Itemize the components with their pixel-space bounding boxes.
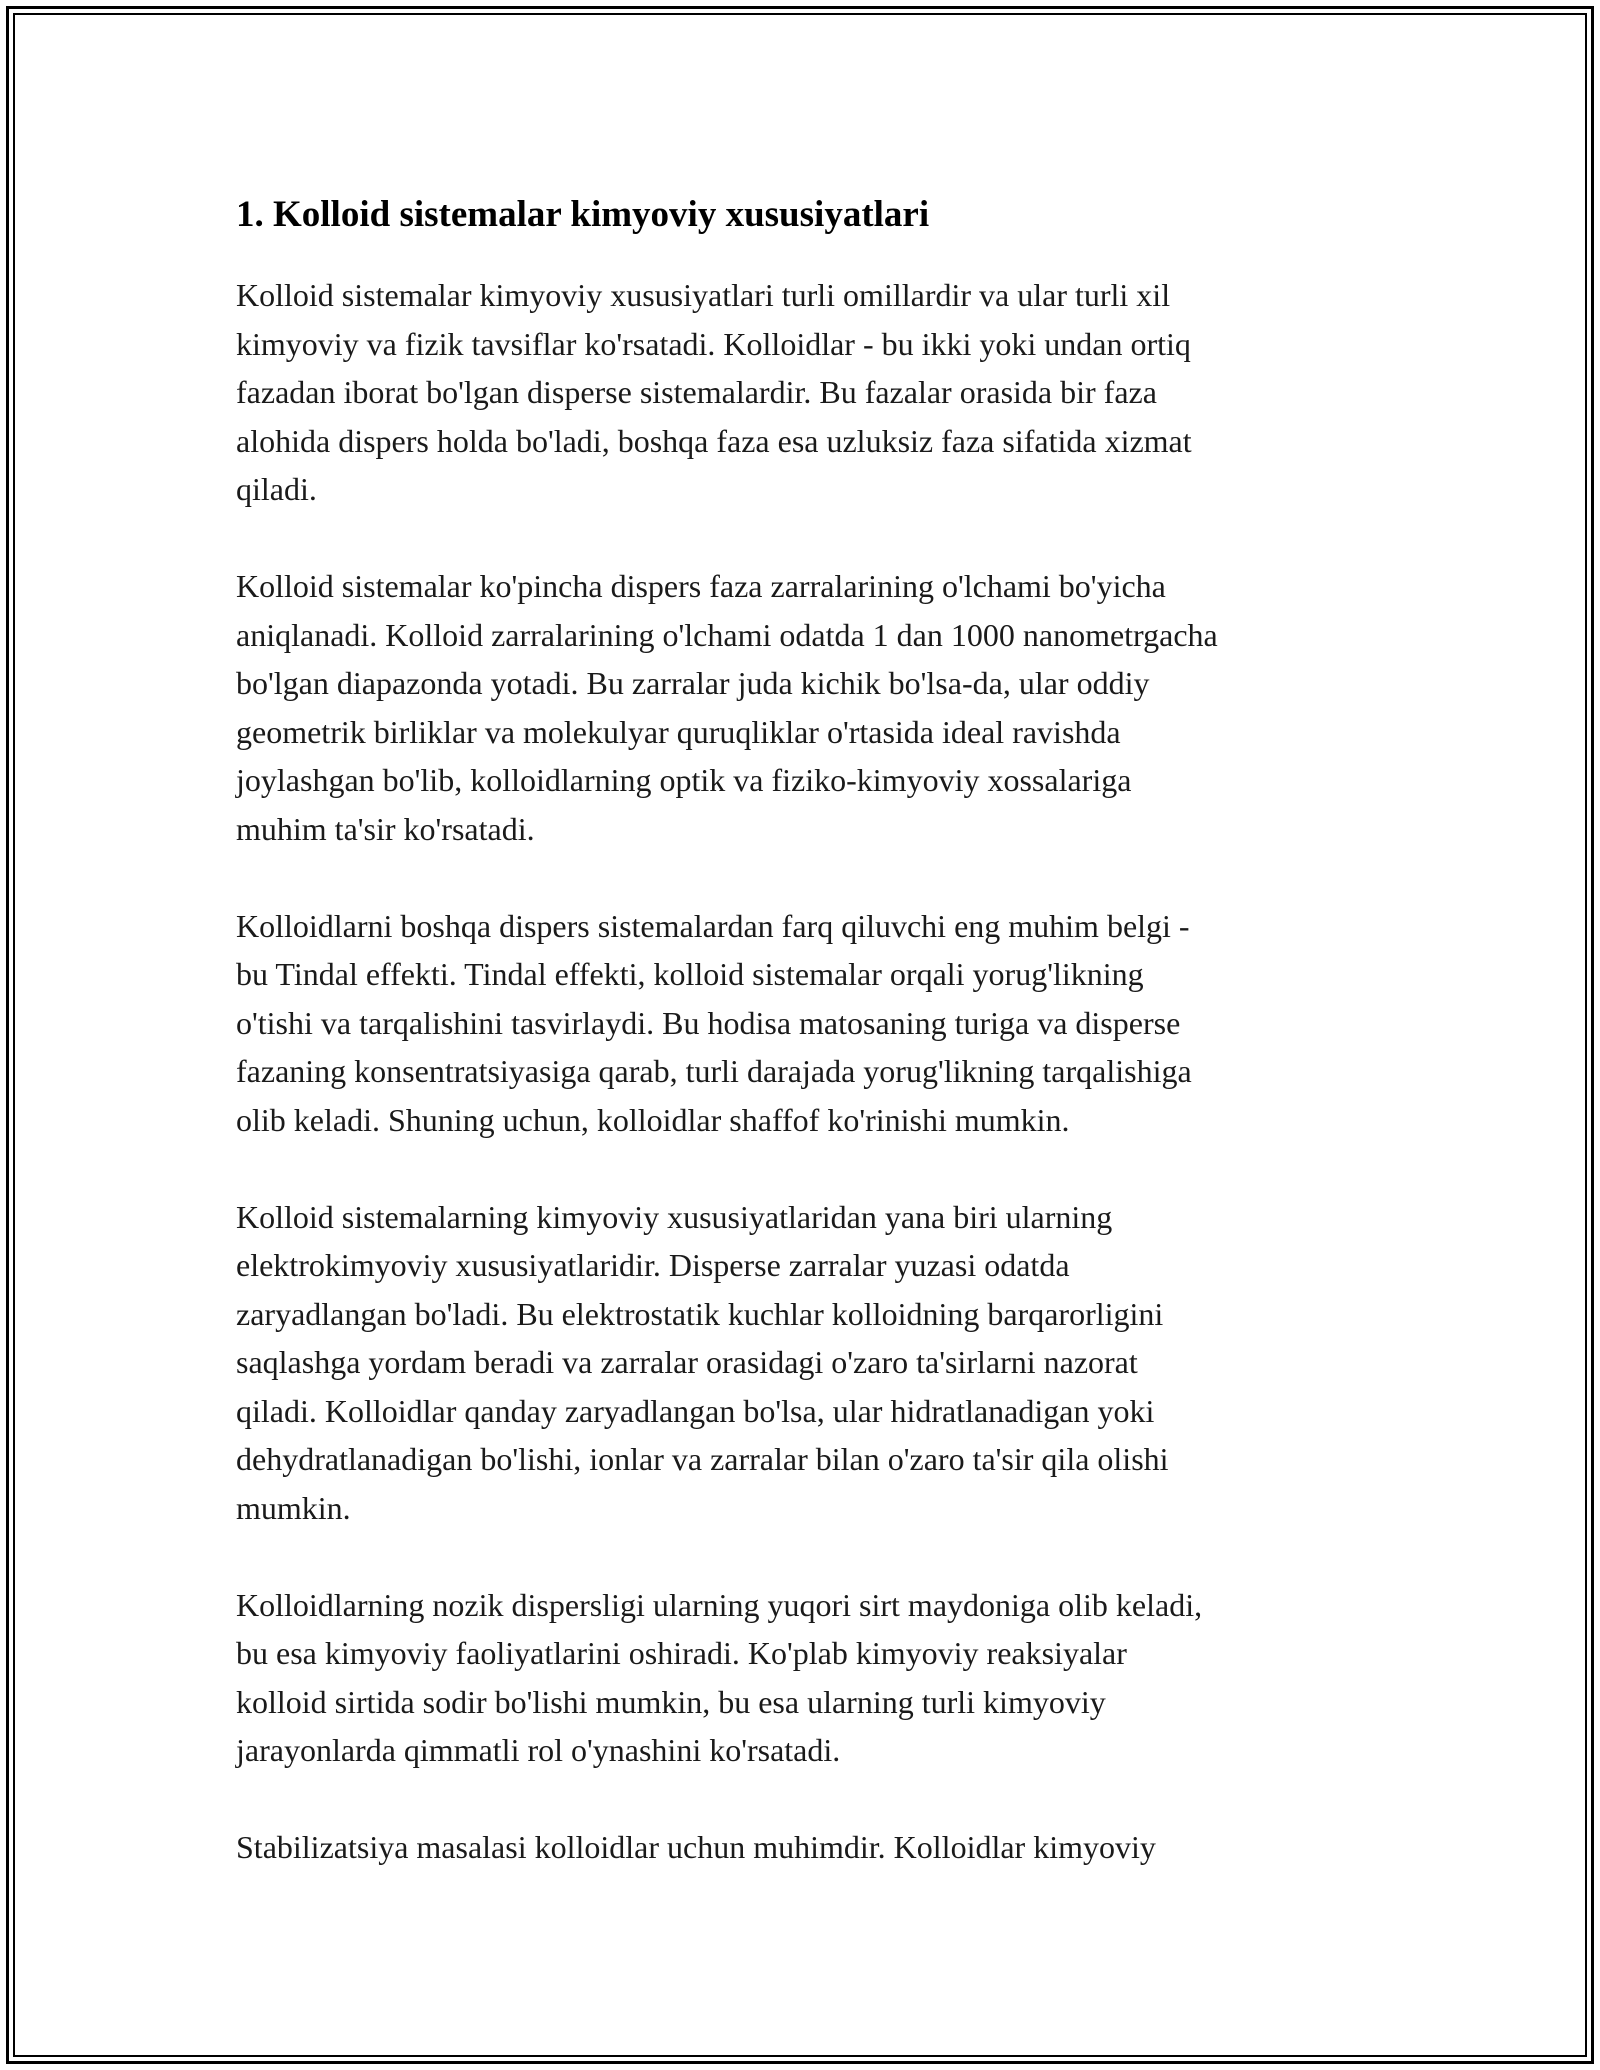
paragraph-3-line: bu Tindal effekti. Tindal effekti, kolloid sistemalar orqali yorug'likning <box>236 956 1144 992</box>
paragraph-4-line: dehydratlanadigan bo'lishi, ionlar va zarralar bilan o'zaro ta'sir qila olishi <box>236 1441 1169 1477</box>
paragraph-5-line: jarayonlarda qimmatli rol o'ynashini ko'rsatadi. <box>236 1732 841 1768</box>
paragraph-2-line: muhim ta'sir ko'rsatadi. <box>236 810 535 847</box>
paragraph-1 <box>236 271 1376 514</box>
paragraph-5-line: kolloid sirtida sodir bo'lishi mumkin, bu esa ularning turli kimyoviy <box>236 1683 1106 1720</box>
paragraph-6 <box>236 1823 1376 1872</box>
paragraph-1-line: alohida dispers holda bo'ladi, boshqa faza esa uzluksiz faza sifatida xizmat <box>236 422 1192 459</box>
paragraph-1-line: fazadan iborat bo'lgan disperse sistemalardir. Bu fazalar orasida bir faza <box>236 374 1157 410</box>
paragraph-4-line: mumkin. <box>236 1489 351 1526</box>
paragraph-2-line: geometrik birliklar va molekulyar quruqliklar o'rtasida ideal ravishda <box>236 713 1121 750</box>
paragraph-2-line: Kolloid sistemalar ko'pincha dispers faza zarralarining o'lchami bo'yicha <box>236 568 1166 604</box>
paragraph-4-line: Kolloid sistemalarning kimyoviy xususiyatlaridan yana biri ularning <box>236 1198 1113 1235</box>
document-body <box>236 186 1376 1920</box>
paragraph-3-line: olib keladi. Shuning uchun, kolloidlar shaffof ko'rinishi mumkin. <box>236 1101 1070 1138</box>
paragraph-4-line: qiladi. Kolloidlar qanday zaryadlangan bo'lsa, ular hidratlanadigan yoki <box>236 1392 1155 1429</box>
paragraph-1-line: Kolloid sistemalar kimyoviy xususiyatlari turli omillardir va ular turli xil <box>236 277 1171 313</box>
paragraph-4-line: elektrokimyoviy xususiyatlaridir. Disperse zarralar yuzasi odatda <box>236 1247 1070 1283</box>
paragraph-3-line: fazaning konsentratsiyasiga qarab, turli darajada yorug'likning tarqalishiga <box>236 1053 1192 1089</box>
paragraph-3-line: o'tishi va tarqalishini tasvirlaydi. Bu hodisa matosaning turiga va disperse <box>236 1004 1181 1041</box>
paragraph-4 <box>236 1193 1376 1533</box>
paragraph-5-line: Kolloidlarning nozik dispersligi ularning yuqori sirt maydoniga olib keladi, <box>236 1586 1203 1623</box>
paragraph-2-line: aniqlanadi. Kolloid zarralarining o'lchami odatda 1 dan 1000 nanometrgacha <box>236 616 1218 653</box>
paragraph-3-line: Kolloidlarni boshqa dispers sistemalardan farq qiluvchi eng muhim belgi - <box>236 907 1190 944</box>
paragraph-1-line: qiladi. <box>236 471 317 507</box>
paragraph-4-line: zaryadlangan bo'ladi. Bu elektrostatik kuchlar kolloidning barqarorligini <box>236 1295 1164 1332</box>
paragraph-5 <box>236 1581 1376 1775</box>
paragraph-1-line: kimyoviy va fizik tavsiflar ko'rsatadi. Kolloidlar - bu ikki yoki undan ortiq <box>236 325 1191 362</box>
paragraph-2-line: joylashgan bo'lib, kolloidlarning optik va fiziko-kimyoviy xossalariga <box>236 762 1132 798</box>
paragraph-6-line: Stabilizatsiya masalasi kolloidlar uchun muhimdir. Kolloidlar kimyoviy <box>236 1829 1156 1865</box>
paragraph-5-line: bu esa kimyoviy faoliyatlarini oshiradi. Ko'plab kimyoviy reaksiyalar <box>236 1635 1127 1671</box>
section-title: 1. Kolloid sistemalar kimyoviy xususiyatlari <box>236 194 930 235</box>
paragraph-2-line: bo'lgan diapazonda yotadi. Bu zarralar juda kichik bo'lsa-da, ular oddiy <box>236 665 1150 701</box>
paragraph-4-line: saqlashga yordam beradi va zarralar orasidagi o'zaro ta'sirlarni nazorat <box>236 1344 1138 1380</box>
paragraph-2 <box>236 562 1376 853</box>
paragraph-3 <box>236 902 1376 1145</box>
